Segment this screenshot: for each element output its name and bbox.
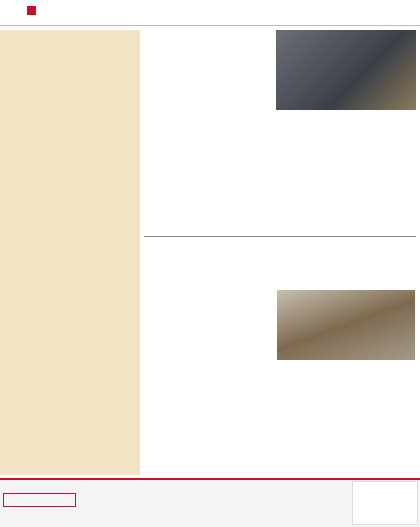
article-3-col-1 [144, 301, 207, 473]
brand-logo-icon [27, 6, 36, 15]
article-2-col-3 [276, 122, 416, 234]
article-2-col-1 [144, 136, 207, 234]
article-3-col-2 [210, 293, 273, 473]
page-header [0, 0, 420, 26]
article-2-photo [276, 30, 416, 110]
section-divider [144, 236, 416, 237]
article-3-col-4-cont [347, 376, 416, 473]
dollar-rate-box [352, 481, 418, 525]
article-3-col-4 [347, 293, 416, 363]
stock-brand-logo [3, 493, 76, 507]
article-1-col-2 [73, 138, 136, 472]
article-3-col-3 [277, 376, 343, 473]
article-2-col-2 [210, 128, 273, 234]
article-1-col-1 [6, 146, 69, 472]
